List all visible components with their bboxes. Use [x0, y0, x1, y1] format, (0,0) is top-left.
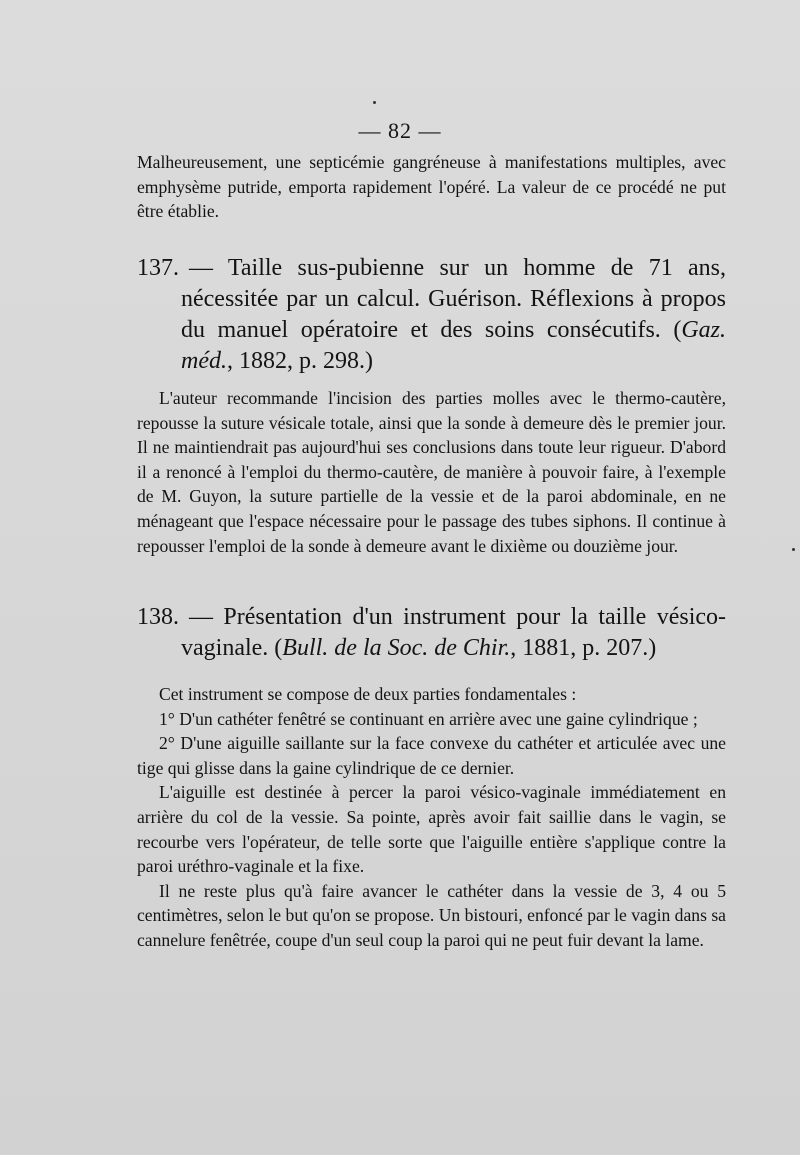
intro-paragraph: [137, 150, 726, 224]
entry-137-paragraph: L'auteur recommande l'incision des parties molles avec le thermo-cautère, repousse la suture vésicale totale, ainsi que la sonde à demeure dès le premier jour. Il ne maintiendrait pas aujourd'hui ses conclusions dans toute leur rigueur. D'abord il a renoncé à l'emploi du thermo-cautère, de manière à pouvoir faire, à l'exemple de M. Guyon, la suture partielle de la vessie et de la paroi abdominale, en ne ménageant que l'espace nécessaire pour le passage des tubes siphons. Il continue à repousser l'emploi de la sonde à demeure avant le dixième ou douzième jour.: [137, 388, 726, 556]
entry-138-dash: —: [189, 604, 213, 630]
ink-speck: [792, 548, 795, 551]
entry-138-title-text: Présentation d'un instrument pour la taille vésico-vaginale.: [181, 604, 727, 661]
entry-138-number: 138.: [137, 604, 179, 630]
entry-138-body: [137, 682, 726, 953]
entry-138-paragraph-2: 1° D'un cathéter fenêtré se continuant en arrière avec une gaine cylindrique ;: [159, 708, 698, 729]
entry-137-source-journal: Gaz. méd.: [181, 317, 727, 374]
entry-138-source-rest: , 1881, p. 207.): [510, 635, 657, 661]
entry-138-source-open: (: [274, 635, 283, 661]
entry-138-source-journal: Bull. de la Soc. de Chir.: [282, 635, 511, 661]
entry-137-title: [137, 253, 726, 377]
entry-138-title: [137, 602, 726, 664]
entry-138-paragraph-1: Cet instrument se compose de deux parties fondamentales :: [159, 684, 577, 704]
entry-137-dash: —: [189, 255, 213, 281]
ink-speck: [373, 101, 376, 104]
entry-137-title-text: Taille sus-pubienne sur un homme de 71 ans, nécessitée par un calcul. Guérison. Réflexions à propos du manuel opératoire et des soins consécutifs.: [181, 255, 726, 343]
entry-137-heading: [137, 253, 726, 377]
entry-137-number: 137.: [137, 255, 179, 281]
intro-text: Malheureusement, une septicémie gangréneuse à manifestations multiples, avec emphysème putride, emporta rapidement l'opéré. La valeur de ce procédé ne put être établie.: [137, 152, 726, 222]
entry-138-heading: [137, 602, 726, 664]
entry-137-body: [137, 386, 726, 558]
entry-138-paragraph-3: 2° D'une aiguille saillante sur la face convexe du cathéter et articulée avec une tige qui glisse dans la gaine cylindrique de ce dernier.: [137, 733, 726, 778]
entry-138-paragraph-4: L'aiguille est destinée à percer la paroi vésico-vaginale immédiatement en arrière du col de la vessie. Sa pointe, après avoir fait saillie dans le vagin, se recourbe vers l'opérateur, de telle sorte que l'aiguille entière s'applique contre la paroi uréthro-vaginale et la fixe.: [137, 782, 726, 877]
entry-138-paragraph-5: Il ne reste plus qu'à faire avancer le cathéter dans la vessie de 3, 4 ou 5 centimètres, selon le but qu'on se propose. Un bistouri, enfoncé par le vagin dans sa cannelure fenêtrée, coupe d'un seul coup la paroi qui ne peut fuir devant la lame.: [137, 880, 726, 950]
entry-137-source-rest: , 1882, p. 298.): [226, 348, 373, 374]
page-number: — 82 —: [358, 118, 442, 143]
entry-137-source-open: (: [673, 317, 682, 343]
